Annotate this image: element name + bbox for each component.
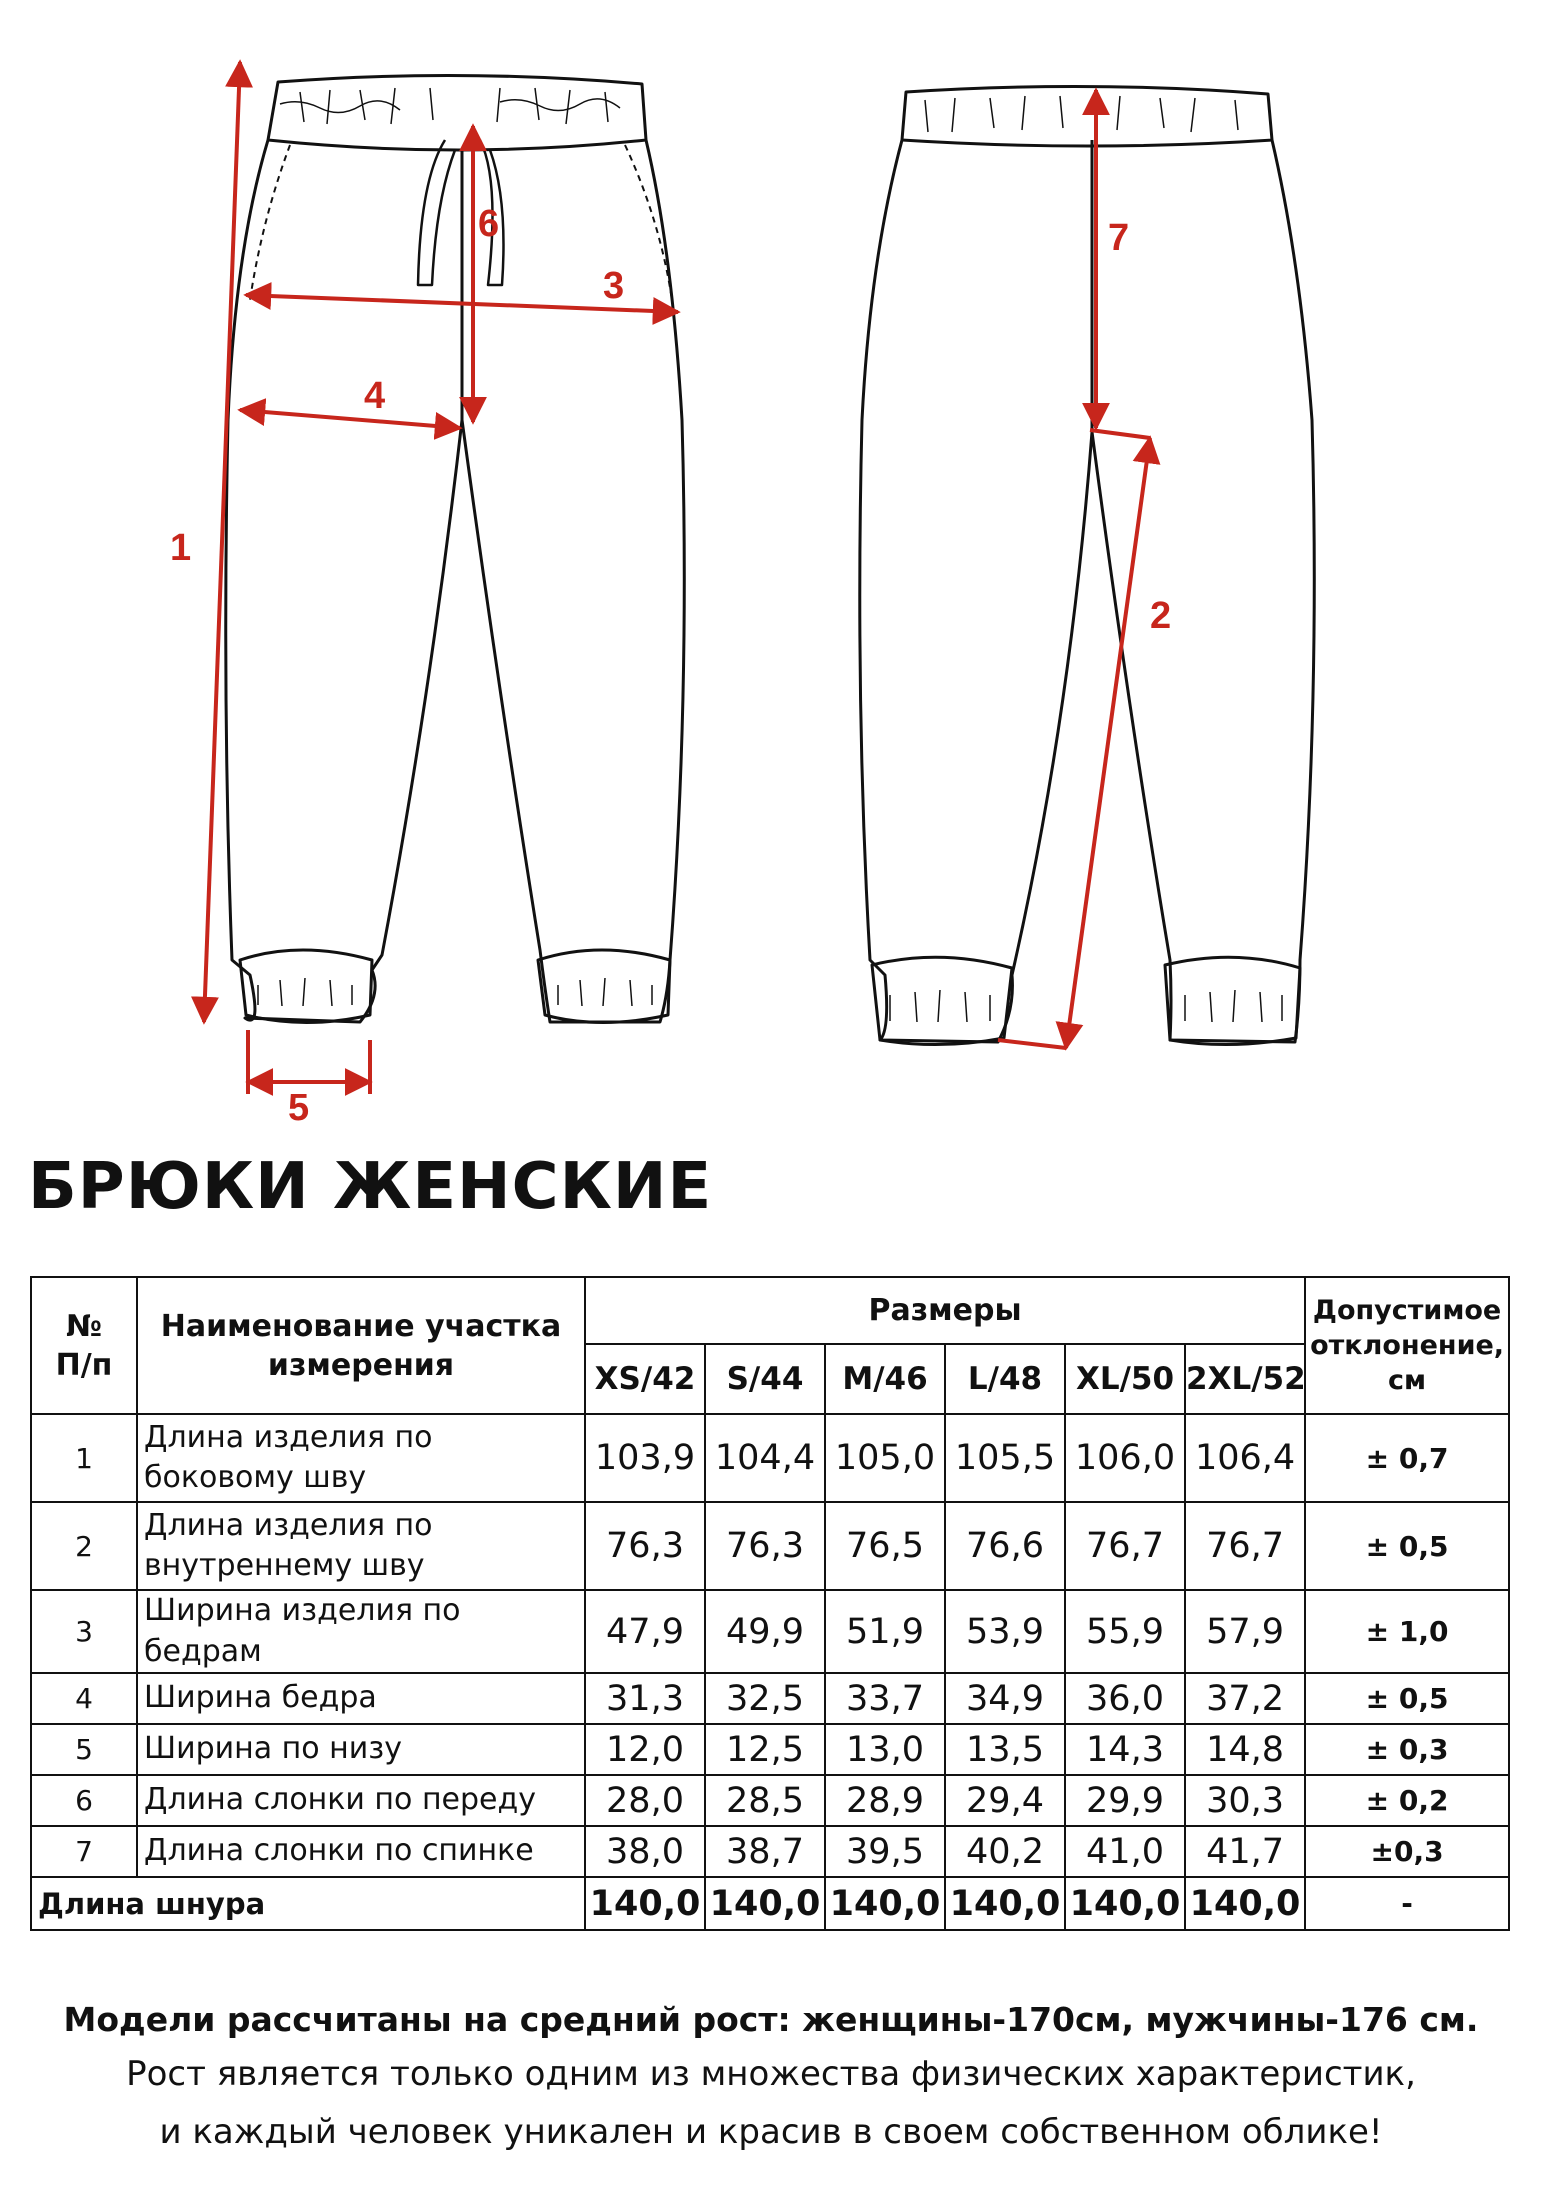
- label-2: 2: [1150, 595, 1172, 637]
- row-name: Ширина бедра: [137, 1673, 585, 1724]
- row-value: 38,0: [585, 1826, 705, 1877]
- table-header-row: [31, 1277, 1509, 1344]
- row-name: Длина изделия по внутреннему шву: [137, 1502, 585, 1590]
- row-value: 12,5: [705, 1724, 825, 1775]
- row-value: 12,0: [585, 1724, 705, 1775]
- note-height-line: Рост является только одним из множества физических характеристик,: [126, 2054, 1416, 2094]
- row-value: 76,6: [945, 1502, 1065, 1590]
- size-col-s: S/44: [705, 1344, 825, 1414]
- row-value: 13,5: [945, 1724, 1065, 1775]
- row-num: 4: [31, 1673, 137, 1724]
- row-value: 103,9: [585, 1414, 705, 1502]
- row-value: 55,9: [1065, 1590, 1185, 1673]
- header-num-line2: П/п: [55, 1347, 113, 1383]
- row-value: 76,3: [585, 1502, 705, 1590]
- row-tolerance: ± 1,0: [1305, 1590, 1509, 1673]
- header-num-line1: №: [65, 1308, 103, 1344]
- cord-length-value: 140,0: [585, 1877, 705, 1930]
- row-value: 39,5: [825, 1826, 945, 1877]
- row-name: Длина изделия по боковому шву: [137, 1414, 585, 1502]
- row-value: 38,7: [705, 1826, 825, 1877]
- row-tolerance: ± 0,5: [1305, 1673, 1509, 1724]
- row-value: 30,3: [1185, 1775, 1305, 1826]
- header-sizes: Размеры: [585, 1277, 1305, 1344]
- label-5: 5: [288, 1087, 310, 1129]
- header-name-line1: Наименование участка: [160, 1308, 562, 1344]
- row-value: 51,9: [825, 1590, 945, 1673]
- front-waistband: [268, 75, 646, 150]
- front-cuff-gathers: [258, 978, 652, 1006]
- row-name: Ширина по низу: [137, 1724, 585, 1775]
- page-title: БРЮКИ ЖЕНСКИЕ: [28, 1150, 713, 1224]
- arrow-4-thigh-width: [240, 410, 460, 428]
- row-num: 7: [31, 1826, 137, 1877]
- row-value: 76,7: [1065, 1502, 1185, 1590]
- row-value: 29,9: [1065, 1775, 1185, 1826]
- label-3: 3: [603, 265, 625, 307]
- size-col-xl: XL/50: [1065, 1344, 1185, 1414]
- row-value: 53,9: [945, 1590, 1065, 1673]
- row-value: 37,2: [1185, 1673, 1305, 1724]
- cord-length-value: 140,0: [1065, 1877, 1185, 1930]
- table-row: [31, 1673, 1509, 1724]
- back-left-cuff: [872, 957, 1012, 1044]
- row-value: 105,5: [945, 1414, 1065, 1502]
- table-row: [31, 1775, 1509, 1826]
- size-table: [30, 1276, 1510, 1931]
- label-1: 1: [170, 527, 192, 569]
- size-col-xs: XS/42: [585, 1344, 705, 1414]
- row-value: 47,9: [585, 1590, 705, 1673]
- row-value: 32,5: [705, 1673, 825, 1724]
- row-value: 106,0: [1065, 1414, 1185, 1502]
- note-average-height: Модели рассчитаны на средний рост: женщины-170см, мужчины-176 см.: [63, 2000, 1479, 2039]
- front-waistband-gathers: [280, 88, 620, 124]
- row-value: 40,2: [945, 1826, 1065, 1877]
- row-value: 31,3: [585, 1673, 705, 1724]
- label-7: 7: [1108, 217, 1130, 259]
- row-value: 76,3: [705, 1502, 825, 1590]
- header-num: [31, 1277, 137, 1414]
- row-value: 41,0: [1065, 1826, 1185, 1877]
- row-value: 41,7: [1185, 1826, 1305, 1877]
- cord-length-value: 140,0: [945, 1877, 1065, 1930]
- row-num: 5: [31, 1724, 137, 1775]
- size-col-m: M/46: [825, 1344, 945, 1414]
- row-value: 28,0: [585, 1775, 705, 1826]
- header-tol-line1: Допустимое: [1312, 1294, 1502, 1326]
- arrow-2-inseam: [1066, 438, 1150, 1048]
- row-value: 34,9: [945, 1673, 1065, 1724]
- cord-length-value: 140,0: [825, 1877, 945, 1930]
- table-footer-row: [31, 1877, 1509, 1930]
- cord-length-label: Длина шнура: [31, 1877, 585, 1930]
- table-row: [31, 1414, 1509, 1502]
- arrow-1-side-length: [204, 62, 240, 1022]
- header-tolerance: [1305, 1277, 1509, 1414]
- header-tol-line2: отклонение,: [1310, 1329, 1505, 1361]
- table-row: [31, 1502, 1509, 1590]
- row-tolerance: ±0,3: [1305, 1826, 1509, 1877]
- label-4: 4: [364, 375, 386, 417]
- header-name: [137, 1277, 585, 1414]
- row-value: 76,5: [825, 1502, 945, 1590]
- table-row: [31, 1590, 1509, 1673]
- table-row: [31, 1826, 1509, 1877]
- row-value: 28,9: [825, 1775, 945, 1826]
- measurement-labels: [170, 203, 1171, 1129]
- row-name: Длина слонки по спинке: [137, 1826, 585, 1877]
- header-name-line2: измерения: [267, 1347, 455, 1383]
- row-value: 76,7: [1185, 1502, 1305, 1590]
- row-num: 6: [31, 1775, 137, 1826]
- measurement-arrows: [204, 62, 1150, 1094]
- cord-length-value: 140,0: [705, 1877, 825, 1930]
- row-value: 29,4: [945, 1775, 1065, 1826]
- row-value: 36,0: [1065, 1673, 1185, 1724]
- label-6: 6: [478, 203, 500, 245]
- row-value: 13,0: [825, 1724, 945, 1775]
- row-num: 1: [31, 1414, 137, 1502]
- row-tolerance: ± 0,3: [1305, 1724, 1509, 1775]
- row-tolerance: ± 0,7: [1305, 1414, 1509, 1502]
- row-tolerance: ± 0,2: [1305, 1775, 1509, 1826]
- cord-length-value: 140,0: [1185, 1877, 1305, 1930]
- row-name: Ширина изделия по бедрам: [137, 1590, 585, 1673]
- row-value: 57,9: [1185, 1590, 1305, 1673]
- header-tol-line3: см: [1388, 1365, 1427, 1397]
- row-value: 14,8: [1185, 1724, 1305, 1775]
- row-value: 33,7: [825, 1673, 945, 1724]
- size-col-2xl: 2XL/52: [1185, 1344, 1305, 1414]
- arrow-2-bottom-tick: [998, 1040, 1066, 1048]
- front-pocket-left: [250, 145, 290, 300]
- pants-front-drawing: [226, 75, 685, 1022]
- table-row: [31, 1724, 1509, 1775]
- note-unique-line: и каждый человек уникален и красив в своем собственном облике!: [159, 2112, 1383, 2152]
- back-cuff-gathers: [890, 990, 1282, 1022]
- arrow-2-top-tick: [1090, 430, 1150, 438]
- row-value: 49,9: [705, 1590, 825, 1673]
- row-value: 105,0: [825, 1414, 945, 1502]
- front-pocket-right: [625, 145, 672, 300]
- back-waistband-gathers: [925, 96, 1238, 132]
- row-value: 14,3: [1065, 1724, 1185, 1775]
- row-name: Длина слонки по переду: [137, 1775, 585, 1826]
- size-col-l: L/48: [945, 1344, 1065, 1414]
- row-value: 106,4: [1185, 1414, 1305, 1502]
- row-tolerance: ± 0,5: [1305, 1502, 1509, 1590]
- row-num: 2: [31, 1502, 137, 1590]
- cord-length-tolerance: -: [1305, 1877, 1509, 1930]
- row-value: 28,5: [705, 1775, 825, 1826]
- row-value: 104,4: [705, 1414, 825, 1502]
- row-num: 3: [31, 1590, 137, 1673]
- back-waistband: [902, 86, 1272, 146]
